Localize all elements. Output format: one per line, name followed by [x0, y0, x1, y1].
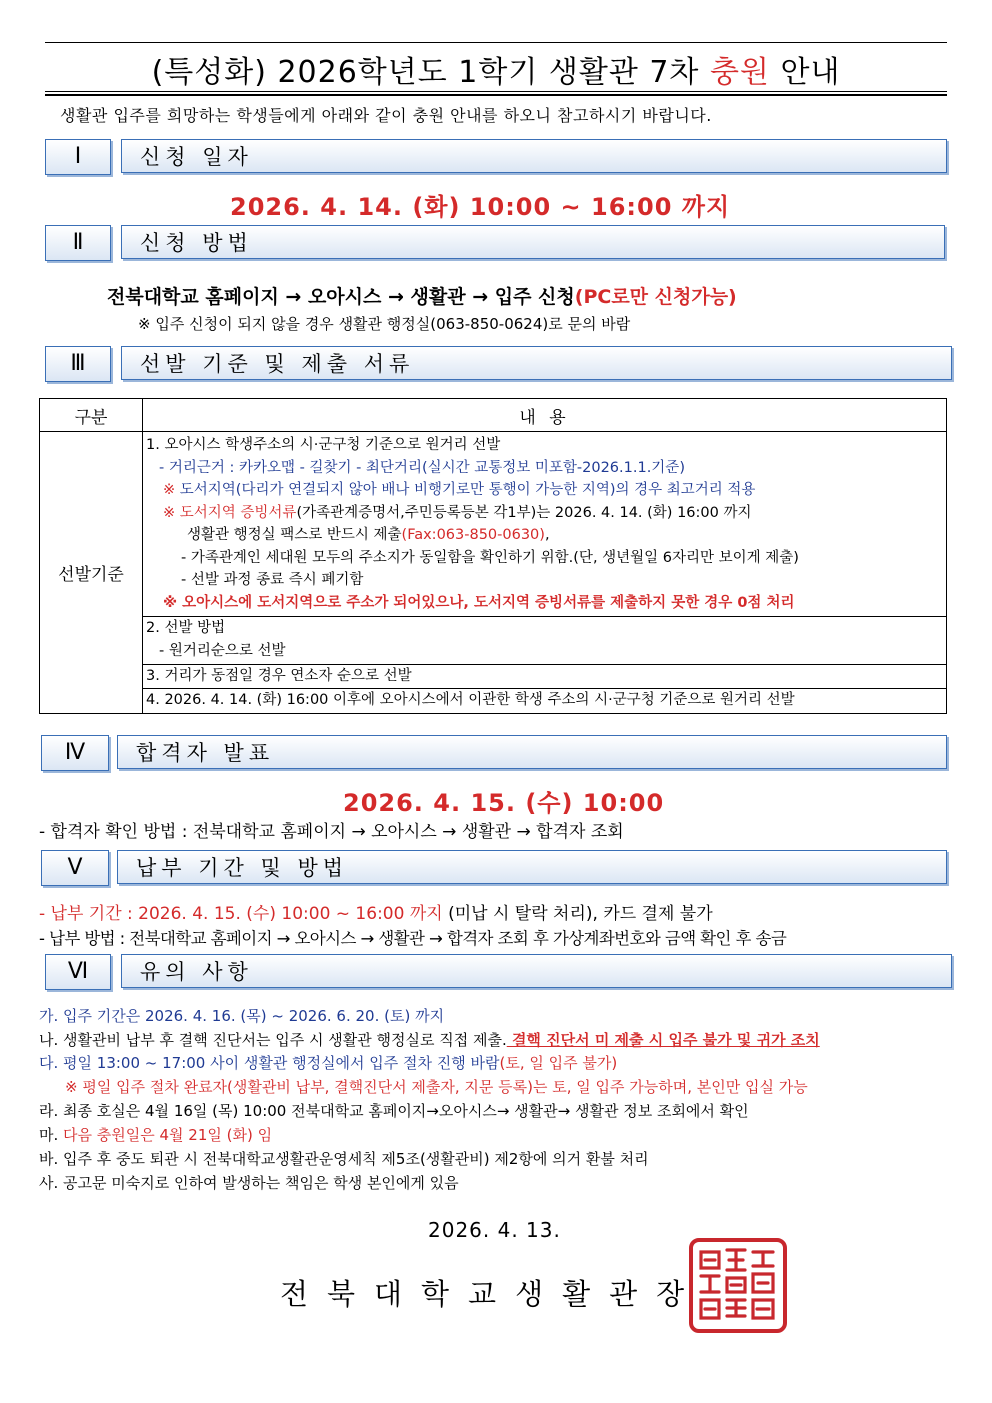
- criteria-text-4: (가족관계증명서,주민등록등본 각1부)는 2026. 4. 14. (화) 16:00 까지: [296, 504, 752, 521]
- section-3-number: Ⅲ: [45, 346, 111, 382]
- note-na-text: 나. 생활관비 납부 후 결핵 진단서는 입주 시 생활관 행정실로 직접 제출.: [39, 1031, 507, 1049]
- payment-period-note: (미납 시 탈락 처리), 카드 결제 불가: [442, 904, 713, 924]
- title-box: [45, 42, 947, 92]
- title-prefix: (특성화) 2026학년도 1학기 생활관 7차: [151, 55, 710, 90]
- note-da: [39, 1052, 617, 1073]
- announce-date: 2026. 4. 15. (수) 10:00: [343, 789, 665, 817]
- criteria-line-12: 4. 2026. 4. 14. (화) 16:00 이후에 오아시스에서 이관한 학생 주소의 시·군구청 기준으로 원거리 선발: [146, 691, 795, 708]
- criteria-line-1: 1. 오아시스 학생주소의 시·군구청 기준으로 원거리 선발: [146, 437, 501, 453]
- apply-contact-note: ※ 입주 신청이 되지 않을 경우 생활관 행정실(063-850-0624)로 문의 바람: [138, 315, 631, 333]
- section-4-number: Ⅳ: [41, 735, 109, 771]
- criteria-line-7: - 선발 과정 종료 즉시 폐기함: [181, 572, 364, 588]
- official-seal: [689, 1238, 787, 1333]
- criteria-line-2: - 거리근거 : 카카오맵 - 길찾기 - 최단거리(실시간 교통정보 미포함-2026.1.1.기준): [159, 459, 685, 476]
- note-ma-text: 다음 충원일은 4월 21일 (화) 임: [58, 1126, 273, 1144]
- criteria-line-6: - 가족관계인 세대원 모두의 주소지가 동일함을 확인하기 위함.(단, 생년월일 6자리만 보이게 제출): [181, 549, 799, 566]
- note-ma-label: 마.: [39, 1126, 59, 1144]
- criteria-mark-3: ※: [163, 482, 176, 498]
- criteria-red-4: 도서지역 증빙서류: [175, 504, 297, 521]
- issue-date: 2026. 4. 13.: [428, 1218, 561, 1242]
- seal-icon: [693, 1242, 783, 1329]
- section-3-title: 선발 기준 및 제출 서류: [121, 346, 952, 380]
- note-ma: [39, 1124, 272, 1145]
- criteria-line-9: 2. 선발 방법: [146, 620, 226, 636]
- criteria-text-5b: ,: [544, 527, 550, 543]
- note-na: [39, 1029, 820, 1050]
- note-da-warning: (토, 일 입주 불가): [499, 1054, 618, 1072]
- criteria-fax: (Fax:063-850-0630): [401, 527, 545, 543]
- criteria-line-3: [143, 479, 946, 502]
- table-row-label: 선발기준: [40, 432, 143, 714]
- criteria-mark-4: ※: [163, 504, 176, 521]
- section-5-title: 납부 기간 및 방법: [117, 850, 947, 884]
- payment-period: [39, 899, 713, 924]
- note-da-text: 다. 평일 13:00 ~ 17:00 사이 생활관 행정실에서 입주 절차 진행 바람: [39, 1054, 500, 1072]
- intro-text: 생활관 입주를 희망하는 학생들에게 아래와 같이 충원 안내를 하오니 참고하시기 바랍니다.: [60, 106, 712, 125]
- title-suffix: 안내: [769, 55, 841, 90]
- note-da-sub: ※ 평일 입주 절차 완료자(생활관비 납부, 결핵진단서 제출자, 지문 등록)는 토, 일 입주 가능하며, 본인만 입실 가능: [65, 1078, 808, 1096]
- section-4-title: 합격자 발표: [117, 735, 947, 769]
- table-header-content: 내 용: [143, 399, 947, 432]
- signature: 전북대학교생활관장: [280, 1277, 704, 1311]
- apply-date: 2026. 4. 14. (화) 10:00 ~ 16:00 까지: [230, 193, 731, 221]
- note-na-warning: 결핵 진단서 미 제출 시 입주 불가 및 귀가 조치: [506, 1031, 820, 1049]
- title-highlight: 충원: [709, 55, 770, 90]
- payment-method: - 납부 방법 : 전북대학교 홈페이지 → 오아시스 → 생활관 → 합격자 조회 후 가상계좌번호와 금액 확인 후 송금: [39, 929, 787, 948]
- criteria-text-3: 도서지역(다리가 연결되지 않아 배나 비행기로만 통행이 가능한 지역)의 경우 최고거리 적용: [175, 482, 756, 498]
- apply-method-note: (PC로만 신청가능): [574, 286, 737, 308]
- note-ga: 가. 입주 기간은 2026. 4. 16. (목) ~ 2026. 6. 20. (토) 까지: [39, 1007, 445, 1025]
- criteria-line-4: [143, 502, 946, 525]
- section-2-title: 신청 방법: [121, 225, 945, 259]
- apply-method: [107, 282, 737, 309]
- criteria-line-11: 3. 거리가 동점일 경우 연소자 순으로 선발: [146, 668, 412, 684]
- payment-period-red: - 납부 기간 : 2026. 4. 15. (수) 10:00 ~ 16:00 까지: [39, 904, 443, 924]
- page-title: [45, 47, 947, 91]
- criteria-text-5a: 생활관 행정실 팩스로 반드시 제출: [187, 527, 402, 543]
- section-6-number: Ⅵ: [45, 954, 111, 990]
- selection-table: [39, 398, 947, 714]
- section-1-title: 신청 일자: [121, 139, 947, 173]
- section-5-number: Ⅴ: [41, 850, 109, 886]
- criteria-line-5: [143, 524, 946, 547]
- section-1-number: Ⅰ: [45, 139, 111, 175]
- note-sa: 사. 공고문 미숙지로 인하여 발생하는 책임은 학생 본인에게 있음: [39, 1174, 459, 1192]
- criteria-line-8: ※ 오아시스에 도서지역으로 주소가 되어있으나, 도서지역 증빙서류를 제출하지 못한 경우 0점 처리: [163, 594, 795, 611]
- section-6-title: 유의 사항: [121, 954, 952, 988]
- section-2-number: Ⅱ: [45, 225, 111, 261]
- announce-method: - 합격자 확인 방법 : 전북대학교 홈페이지 → 오아시스 → 생활관 → 합격자 조회: [39, 822, 624, 842]
- criteria-line-10: - 원거리순으로 선발: [159, 642, 286, 659]
- apply-method-path: 전북대학교 홈페이지 → 오아시스 → 생활관 → 입주 신청: [107, 286, 575, 308]
- table-header-category: 구분: [40, 399, 143, 432]
- note-ra: 라. 최종 호실은 4월 16일 (목) 10:00 전북대학교 홈페이지→오아시스→ 생활관→ 생활관 정보 조회에서 확인: [39, 1102, 749, 1120]
- note-ba: 바. 입주 후 중도 퇴관 시 전북대학교생활관운영세칙 제5조(생활관비) 제2항에 의거 환불 처리: [39, 1150, 649, 1168]
- table-row-content: [143, 432, 947, 714]
